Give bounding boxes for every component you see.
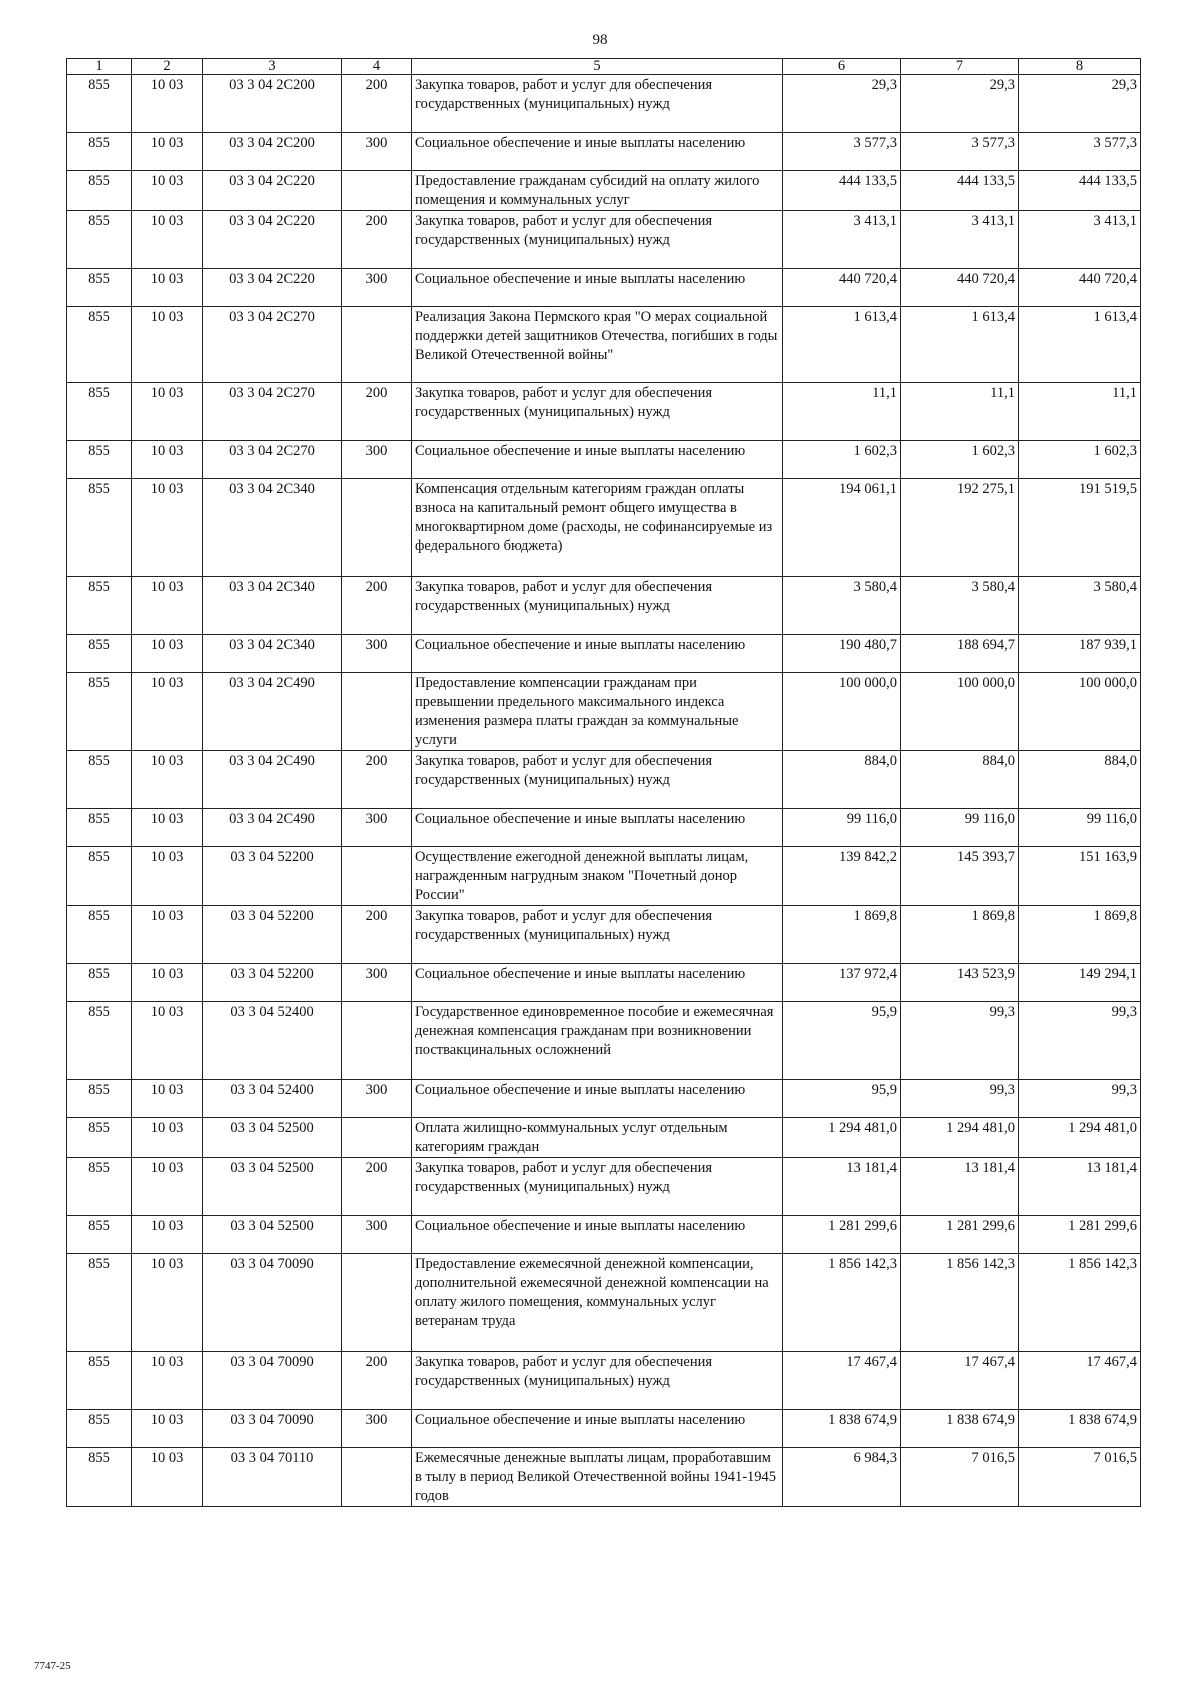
amount-cell: 1 869,8	[1019, 906, 1141, 964]
budget-table	[66, 58, 1141, 1507]
amount-cell: 11,1	[783, 383, 901, 441]
table-row	[67, 269, 1141, 307]
expense-type-cell	[342, 847, 412, 906]
section-code-cell: 10 03	[132, 1216, 203, 1254]
amount-cell: 13 181,4	[1019, 1158, 1141, 1216]
budget-code-cell: 855	[67, 1254, 132, 1352]
column-header: 5	[412, 59, 783, 75]
expense-type-cell: 300	[342, 441, 412, 479]
table-row	[67, 964, 1141, 1002]
section-code-cell: 10 03	[132, 673, 203, 751]
amount-cell: 440 720,4	[783, 269, 901, 307]
target-code-cell: 03 3 04 70110	[203, 1448, 342, 1507]
description-cell: Социальное обеспечение и иные выплаты населению	[412, 1080, 783, 1118]
section-code-cell: 10 03	[132, 133, 203, 171]
description-cell: Оплата жилищно-коммунальных услуг отдельным категориям граждан	[412, 1118, 783, 1158]
amount-cell: 100 000,0	[901, 673, 1019, 751]
expense-type-cell: 300	[342, 809, 412, 847]
amount-cell: 1 613,4	[783, 307, 901, 383]
budget-code-cell: 855	[67, 847, 132, 906]
budget-code-cell: 855	[67, 673, 132, 751]
description-cell: Социальное обеспечение и иные выплаты населению	[412, 964, 783, 1002]
table-row	[67, 211, 1141, 269]
column-header: 7	[901, 59, 1019, 75]
budget-code-cell: 855	[67, 383, 132, 441]
expense-type-cell	[342, 479, 412, 577]
amount-cell: 3 413,1	[1019, 211, 1141, 269]
expense-type-cell	[342, 1254, 412, 1352]
budget-code-cell: 855	[67, 269, 132, 307]
amount-cell: 1 869,8	[901, 906, 1019, 964]
section-code-cell: 10 03	[132, 307, 203, 383]
expense-type-cell: 200	[342, 75, 412, 133]
description-cell: Социальное обеспечение и иные выплаты населению	[412, 441, 783, 479]
target-code-cell: 03 3 04 2С220	[203, 171, 342, 211]
expense-type-cell	[342, 171, 412, 211]
amount-cell: 29,3	[783, 75, 901, 133]
description-cell: Социальное обеспечение и иные выплаты населению	[412, 635, 783, 673]
amount-cell: 95,9	[783, 1002, 901, 1080]
table-row	[67, 171, 1141, 211]
amount-cell: 440 720,4	[1019, 269, 1141, 307]
amount-cell: 149 294,1	[1019, 964, 1141, 1002]
amount-cell: 1 281 299,6	[1019, 1216, 1141, 1254]
table-header	[67, 59, 1141, 75]
amount-cell: 1 281 299,6	[783, 1216, 901, 1254]
expense-type-cell: 200	[342, 1158, 412, 1216]
expense-type-cell: 300	[342, 1080, 412, 1118]
description-cell: Закупка товаров, работ и услуг для обеспечения государственных (муниципальных) нужд	[412, 1158, 783, 1216]
expense-type-cell: 300	[342, 1410, 412, 1448]
amount-cell: 1 602,3	[783, 441, 901, 479]
amount-cell: 13 181,4	[901, 1158, 1019, 1216]
budget-code-cell: 855	[67, 751, 132, 809]
amount-cell: 11,1	[901, 383, 1019, 441]
section-code-cell: 10 03	[132, 1448, 203, 1507]
table-row	[67, 809, 1141, 847]
amount-cell: 3 413,1	[901, 211, 1019, 269]
table-row	[67, 1352, 1141, 1410]
target-code-cell: 03 3 04 2С340	[203, 577, 342, 635]
table-row	[67, 1002, 1141, 1080]
amount-cell: 99 116,0	[783, 809, 901, 847]
budget-code-cell: 855	[67, 441, 132, 479]
description-cell: Социальное обеспечение и иные выплаты населению	[412, 133, 783, 171]
amount-cell: 95,9	[783, 1080, 901, 1118]
amount-cell: 1 602,3	[1019, 441, 1141, 479]
amount-cell: 139 842,2	[783, 847, 901, 906]
description-cell: Социальное обеспечение и иные выплаты населению	[412, 1410, 783, 1448]
section-code-cell: 10 03	[132, 964, 203, 1002]
target-code-cell: 03 3 04 2С490	[203, 751, 342, 809]
budget-code-cell: 855	[67, 133, 132, 171]
amount-cell: 884,0	[1019, 751, 1141, 809]
amount-cell: 1 838 674,9	[783, 1410, 901, 1448]
amount-cell: 1 838 674,9	[901, 1410, 1019, 1448]
amount-cell: 11,1	[1019, 383, 1141, 441]
expense-type-cell	[342, 673, 412, 751]
target-code-cell: 03 3 04 2С270	[203, 441, 342, 479]
section-code-cell: 10 03	[132, 1158, 203, 1216]
column-header: 3	[203, 59, 342, 75]
amount-cell: 1 281 299,6	[901, 1216, 1019, 1254]
amount-cell: 29,3	[901, 75, 1019, 133]
amount-cell: 13 181,4	[783, 1158, 901, 1216]
description-cell: Социальное обеспечение и иные выплаты населению	[412, 1216, 783, 1254]
amount-cell: 3 577,3	[1019, 133, 1141, 171]
budget-code-cell: 855	[67, 1410, 132, 1448]
amount-cell: 3 577,3	[901, 133, 1019, 171]
amount-cell: 7 016,5	[901, 1448, 1019, 1507]
column-header: 2	[132, 59, 203, 75]
description-cell: Ежемесячные денежные выплаты лицам, проработавшим в тылу в период Великой Отечественной войны 1941-1945 годов	[412, 1448, 783, 1507]
description-cell: Осуществление ежегодной денежной выплаты лицам, награжденным нагрудным знаком "Почетный донор России"	[412, 847, 783, 906]
target-code-cell: 03 3 04 52500	[203, 1216, 342, 1254]
budget-code-cell: 855	[67, 479, 132, 577]
section-code-cell: 10 03	[132, 1352, 203, 1410]
page-number: 98	[592, 32, 608, 48]
expense-type-cell: 300	[342, 964, 412, 1002]
description-cell: Закупка товаров, работ и услуг для обеспечения государственных (муниципальных) нужд	[412, 211, 783, 269]
budget-code-cell: 855	[67, 1080, 132, 1118]
amount-cell: 7 016,5	[1019, 1448, 1141, 1507]
section-code-cell: 10 03	[132, 1002, 203, 1080]
amount-cell: 99,3	[901, 1002, 1019, 1080]
amount-cell: 440 720,4	[901, 269, 1019, 307]
target-code-cell: 03 3 04 2С490	[203, 673, 342, 751]
budget-code-cell: 855	[67, 1352, 132, 1410]
budget-code-cell: 855	[67, 1118, 132, 1158]
amount-cell: 3 577,3	[783, 133, 901, 171]
budget-code-cell: 855	[67, 635, 132, 673]
table-row	[67, 307, 1141, 383]
target-code-cell: 03 3 04 70090	[203, 1410, 342, 1448]
amount-cell: 17 467,4	[901, 1352, 1019, 1410]
budget-code-cell: 855	[67, 906, 132, 964]
description-cell: Закупка товаров, работ и услуг для обеспечения государственных (муниципальных) нужд	[412, 906, 783, 964]
target-code-cell: 03 3 04 2С200	[203, 75, 342, 133]
section-code-cell: 10 03	[132, 383, 203, 441]
budget-code-cell: 855	[67, 1158, 132, 1216]
target-code-cell: 03 3 04 2С220	[203, 211, 342, 269]
section-code-cell: 10 03	[132, 211, 203, 269]
amount-cell: 145 393,7	[901, 847, 1019, 906]
amount-cell: 17 467,4	[1019, 1352, 1141, 1410]
budget-code-cell: 855	[67, 1448, 132, 1507]
amount-cell: 1 294 481,0	[901, 1118, 1019, 1158]
expense-type-cell: 300	[342, 635, 412, 673]
description-cell: Предоставление компенсации гражданам при превышении предельного максимального индекса изменения размера платы граждан за коммунальные услуги	[412, 673, 783, 751]
table-row	[67, 1448, 1141, 1507]
amount-cell: 1 613,4	[1019, 307, 1141, 383]
target-code-cell: 03 3 04 52400	[203, 1080, 342, 1118]
document-code: 7747-25	[34, 1660, 71, 1672]
table-row	[67, 906, 1141, 964]
description-cell: Закупка товаров, работ и услуг для обеспечения государственных (муниципальных) нужд	[412, 1352, 783, 1410]
amount-cell: 1 294 481,0	[1019, 1118, 1141, 1158]
expense-type-cell: 200	[342, 383, 412, 441]
table-row	[67, 635, 1141, 673]
target-code-cell: 03 3 04 70090	[203, 1352, 342, 1410]
amount-cell: 1 856 142,3	[1019, 1254, 1141, 1352]
expense-type-cell: 300	[342, 133, 412, 171]
target-code-cell: 03 3 04 2С490	[203, 809, 342, 847]
column-header: 4	[342, 59, 412, 75]
description-cell: Закупка товаров, работ и услуг для обеспечения государственных (муниципальных) нужд	[412, 383, 783, 441]
amount-cell: 1 869,8	[783, 906, 901, 964]
amount-cell: 99,3	[901, 1080, 1019, 1118]
amount-cell: 444 133,5	[1019, 171, 1141, 211]
amount-cell: 151 163,9	[1019, 847, 1141, 906]
table-row	[67, 383, 1141, 441]
amount-cell: 3 580,4	[1019, 577, 1141, 635]
section-code-cell: 10 03	[132, 1118, 203, 1158]
section-code-cell: 10 03	[132, 441, 203, 479]
description-cell: Компенсация отдельным категориям граждан оплаты взноса на капитальный ремонт общего имущества в многоквартирном доме (расходы, не софинансируемые из федерального бюджета)	[412, 479, 783, 577]
description-cell: Закупка товаров, работ и услуг для обеспечения государственных (муниципальных) нужд	[412, 751, 783, 809]
target-code-cell: 03 3 04 2С220	[203, 269, 342, 307]
expense-type-cell	[342, 307, 412, 383]
section-code-cell: 10 03	[132, 809, 203, 847]
amount-cell: 6 984,3	[783, 1448, 901, 1507]
amount-cell: 99 116,0	[901, 809, 1019, 847]
budget-code-cell: 855	[67, 307, 132, 383]
description-cell: Предоставление гражданам субсидий на оплату жилого помещения и коммунальных услуг	[412, 171, 783, 211]
table-row	[67, 441, 1141, 479]
description-cell: Реализация Закона Пермского края "О мерах социальной поддержки детей защитников Отечества, погибших в годы Великой Отечественной войны"	[412, 307, 783, 383]
amount-cell: 884,0	[783, 751, 901, 809]
table-row	[67, 1080, 1141, 1118]
budget-code-cell: 855	[67, 171, 132, 211]
budget-code-cell: 855	[67, 964, 132, 1002]
amount-cell: 191 519,5	[1019, 479, 1141, 577]
amount-cell: 1 294 481,0	[783, 1118, 901, 1158]
amount-cell: 188 694,7	[901, 635, 1019, 673]
section-code-cell: 10 03	[132, 751, 203, 809]
amount-cell: 29,3	[1019, 75, 1141, 133]
amount-cell: 444 133,5	[783, 171, 901, 211]
description-cell: Социальное обеспечение и иные выплаты населению	[412, 809, 783, 847]
description-cell: Социальное обеспечение и иные выплаты населению	[412, 269, 783, 307]
table-row	[67, 1410, 1141, 1448]
amount-cell: 99 116,0	[1019, 809, 1141, 847]
amount-cell: 17 467,4	[783, 1352, 901, 1410]
section-code-cell: 10 03	[132, 479, 203, 577]
description-cell: Закупка товаров, работ и услуг для обеспечения государственных (муниципальных) нужд	[412, 75, 783, 133]
expense-type-cell	[342, 1118, 412, 1158]
budget-code-cell: 855	[67, 75, 132, 133]
table-row	[67, 673, 1141, 751]
section-code-cell: 10 03	[132, 906, 203, 964]
amount-cell: 3 413,1	[783, 211, 901, 269]
target-code-cell: 03 3 04 52200	[203, 847, 342, 906]
amount-cell: 1 838 674,9	[1019, 1410, 1141, 1448]
expense-type-cell: 300	[342, 1216, 412, 1254]
table-row	[67, 577, 1141, 635]
section-code-cell: 10 03	[132, 269, 203, 307]
target-code-cell: 03 3 04 2С270	[203, 383, 342, 441]
description-cell: Государственное единовременное пособие и ежемесячная денежная компенсация гражданам при возникновении поствакцинальных осложнений	[412, 1002, 783, 1080]
target-code-cell: 03 3 04 52500	[203, 1158, 342, 1216]
amount-cell: 192 275,1	[901, 479, 1019, 577]
section-code-cell: 10 03	[132, 1080, 203, 1118]
amount-cell: 3 580,4	[901, 577, 1019, 635]
table-row	[67, 1216, 1141, 1254]
table-row	[67, 1254, 1141, 1352]
section-code-cell: 10 03	[132, 171, 203, 211]
amount-cell: 884,0	[901, 751, 1019, 809]
table-row	[67, 847, 1141, 906]
table-row	[67, 479, 1141, 577]
target-code-cell: 03 3 04 2С200	[203, 133, 342, 171]
amount-cell: 1 856 142,3	[783, 1254, 901, 1352]
budget-code-cell: 855	[67, 1216, 132, 1254]
target-code-cell: 03 3 04 52500	[203, 1118, 342, 1158]
expense-type-cell: 200	[342, 211, 412, 269]
target-code-cell: 03 3 04 2С340	[203, 635, 342, 673]
target-code-cell: 03 3 04 2С340	[203, 479, 342, 577]
section-code-cell: 10 03	[132, 1410, 203, 1448]
amount-cell: 100 000,0	[783, 673, 901, 751]
table-row	[67, 1158, 1141, 1216]
table-row	[67, 75, 1141, 133]
target-code-cell: 03 3 04 2С270	[203, 307, 342, 383]
expense-type-cell: 300	[342, 269, 412, 307]
expense-type-cell: 200	[342, 751, 412, 809]
section-code-cell: 10 03	[132, 847, 203, 906]
table-row	[67, 133, 1141, 171]
expense-type-cell	[342, 1002, 412, 1080]
amount-cell: 1 602,3	[901, 441, 1019, 479]
amount-cell: 1 613,4	[901, 307, 1019, 383]
amount-cell: 143 523,9	[901, 964, 1019, 1002]
target-code-cell: 03 3 04 52200	[203, 964, 342, 1002]
amount-cell: 187 939,1	[1019, 635, 1141, 673]
table-row	[67, 1118, 1141, 1158]
amount-cell: 99,3	[1019, 1080, 1141, 1118]
table-body	[67, 75, 1141, 1507]
amount-cell: 100 000,0	[1019, 673, 1141, 751]
target-code-cell: 03 3 04 52200	[203, 906, 342, 964]
section-code-cell: 10 03	[132, 635, 203, 673]
amount-cell: 1 856 142,3	[901, 1254, 1019, 1352]
column-header: 1	[67, 59, 132, 75]
budget-code-cell: 855	[67, 1002, 132, 1080]
description-cell: Предоставление ежемесячной денежной компенсации, дополнительной ежемесячной денежной компенсации на оплату жилого помещения, коммунальных услуг ветеранам труда	[412, 1254, 783, 1352]
expense-type-cell: 200	[342, 906, 412, 964]
table-row	[67, 751, 1141, 809]
section-code-cell: 10 03	[132, 75, 203, 133]
section-code-cell: 10 03	[132, 577, 203, 635]
expense-type-cell: 200	[342, 577, 412, 635]
amount-cell: 99,3	[1019, 1002, 1141, 1080]
budget-code-cell: 855	[67, 809, 132, 847]
budget-code-cell: 855	[67, 211, 132, 269]
description-cell: Закупка товаров, работ и услуг для обеспечения государственных (муниципальных) нужд	[412, 577, 783, 635]
amount-cell: 194 061,1	[783, 479, 901, 577]
amount-cell: 137 972,4	[783, 964, 901, 1002]
expense-type-cell: 200	[342, 1352, 412, 1410]
amount-cell: 444 133,5	[901, 171, 1019, 211]
column-header: 8	[1019, 59, 1141, 75]
budget-code-cell: 855	[67, 577, 132, 635]
amount-cell: 190 480,7	[783, 635, 901, 673]
target-code-cell: 03 3 04 52400	[203, 1002, 342, 1080]
section-code-cell: 10 03	[132, 1254, 203, 1352]
target-code-cell: 03 3 04 70090	[203, 1254, 342, 1352]
amount-cell: 3 580,4	[783, 577, 901, 635]
column-number-row	[67, 59, 1141, 75]
column-header: 6	[783, 59, 901, 75]
expense-type-cell	[342, 1448, 412, 1507]
